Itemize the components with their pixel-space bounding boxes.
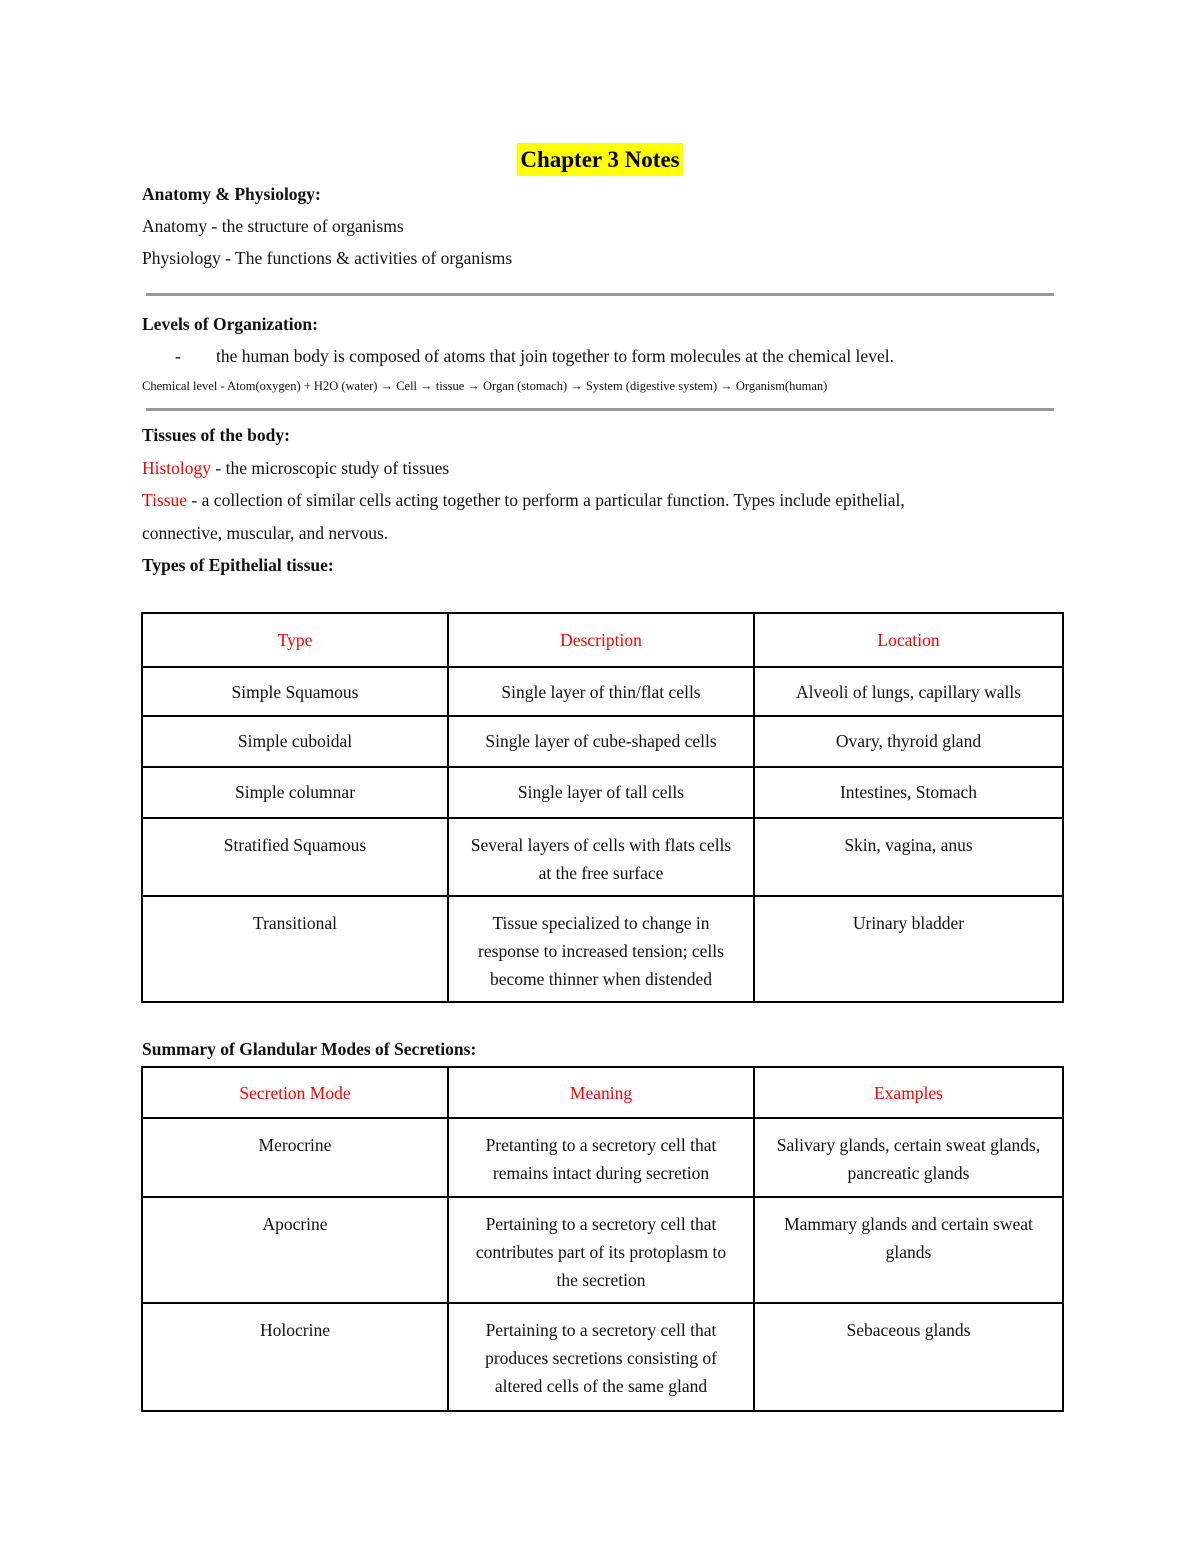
table-row xyxy=(142,716,1063,767)
table-cell: Pretanting to a secretory cell that remains intact during secretion xyxy=(448,1118,754,1197)
glandular-secretion-table xyxy=(141,1066,1064,1412)
tissue-term: Tissue xyxy=(142,490,188,510)
section-divider xyxy=(146,408,1054,411)
table-cell: Skin, vagina, anus xyxy=(754,818,1063,896)
epithelial-tissue-table xyxy=(141,612,1064,1003)
table-cell: Stratified Squamous xyxy=(142,818,448,896)
column-header-type: Type xyxy=(142,613,448,667)
table-cell: Single layer of thin/flat cells xyxy=(448,667,754,716)
table-header-row xyxy=(142,1067,1063,1118)
column-header-examples: Examples xyxy=(754,1067,1063,1118)
tissue-def: - a collection of similar cells acting together to perform a particular function. Types include epithelial, xyxy=(187,490,905,510)
table-row xyxy=(142,1197,1063,1303)
physiology-definition: Physiology - The functions & activities of organisms xyxy=(142,248,513,268)
table-cell: Simple columnar xyxy=(142,767,448,818)
table-cell: Merocrine xyxy=(142,1118,448,1197)
section-heading-epithelial: Types of Epithelial tissue: xyxy=(142,555,334,575)
table-cell: Intestines, Stomach xyxy=(754,767,1063,818)
table-cell: Tissue specialized to change in response to increased tension; cells become thinner when distended xyxy=(448,896,754,1002)
table-cell: Alveoli of lungs, capillary walls xyxy=(754,667,1063,716)
table-cell: Pertaining to a secretory cell that produces secretions consisting of altered cells of the same gland xyxy=(448,1303,754,1411)
section-heading-tissues: Tissues of the body: xyxy=(142,425,290,445)
table-cell: Single layer of tall cells xyxy=(448,767,754,818)
table-cell: Simple cuboidal xyxy=(142,716,448,767)
column-header-location: Location xyxy=(754,613,1063,667)
table-cell: Holocrine xyxy=(142,1303,448,1411)
table-cell: Apocrine xyxy=(142,1197,448,1303)
table-cell: Simple Squamous xyxy=(142,667,448,716)
tissue-definition-continued: connective, muscular, and nervous. xyxy=(142,523,389,543)
table-header-row xyxy=(142,613,1063,667)
table-row xyxy=(142,896,1063,1002)
title-container xyxy=(0,143,1200,176)
table-row xyxy=(142,818,1063,896)
page-title: Chapter 3 Notes xyxy=(517,143,682,176)
column-header-secretion-mode: Secretion Mode xyxy=(142,1067,448,1118)
table-row xyxy=(142,767,1063,818)
histology-def: - the microscopic study of tissues xyxy=(211,458,450,478)
tissue-definition xyxy=(142,488,905,512)
section-heading-glandular: Summary of Glandular Modes of Secretions: xyxy=(142,1039,477,1059)
anatomy-definition: Anatomy - the structure of organisms xyxy=(142,216,404,236)
table-row xyxy=(142,667,1063,716)
bullet-marker: - xyxy=(175,346,181,366)
table-row xyxy=(142,1303,1063,1411)
table-row xyxy=(142,1118,1063,1197)
table-cell: Single layer of cube-shaped cells xyxy=(448,716,754,767)
table-cell: Pertaining to a secretory cell that contributes part of its protoplasm to the secretion xyxy=(448,1197,754,1303)
table-cell: Sebaceous glands xyxy=(754,1303,1063,1411)
table-cell: Ovary, thyroid gland xyxy=(754,716,1063,767)
table-cell: Urinary bladder xyxy=(754,896,1063,1002)
section-heading-anatomy-physiology: Anatomy & Physiology: xyxy=(142,184,321,204)
table-cell: Salivary glands, certain sweat glands, pancreatic glands xyxy=(754,1118,1063,1197)
organization-chain: Chemical level - Atom(oxygen) + H2O (water) → Cell → tissue → Organ (stomach) → System (digestive system) → Organism(human) xyxy=(142,379,828,393)
section-divider xyxy=(146,293,1054,296)
histology-definition xyxy=(142,456,449,480)
histology-term: Histology xyxy=(142,458,212,478)
table-cell: Mammary glands and certain sweat glands xyxy=(754,1197,1063,1303)
table-cell: Transitional xyxy=(142,896,448,1002)
bullet-text: the human body is composed of atoms that join together to form molecules at the chemical level. xyxy=(216,346,894,366)
section-heading-levels: Levels of Organization: xyxy=(142,314,318,334)
table-cell: Several layers of cells with flats cells at the free surface xyxy=(448,818,754,896)
column-header-meaning: Meaning xyxy=(448,1067,754,1118)
column-header-description: Description xyxy=(448,613,754,667)
